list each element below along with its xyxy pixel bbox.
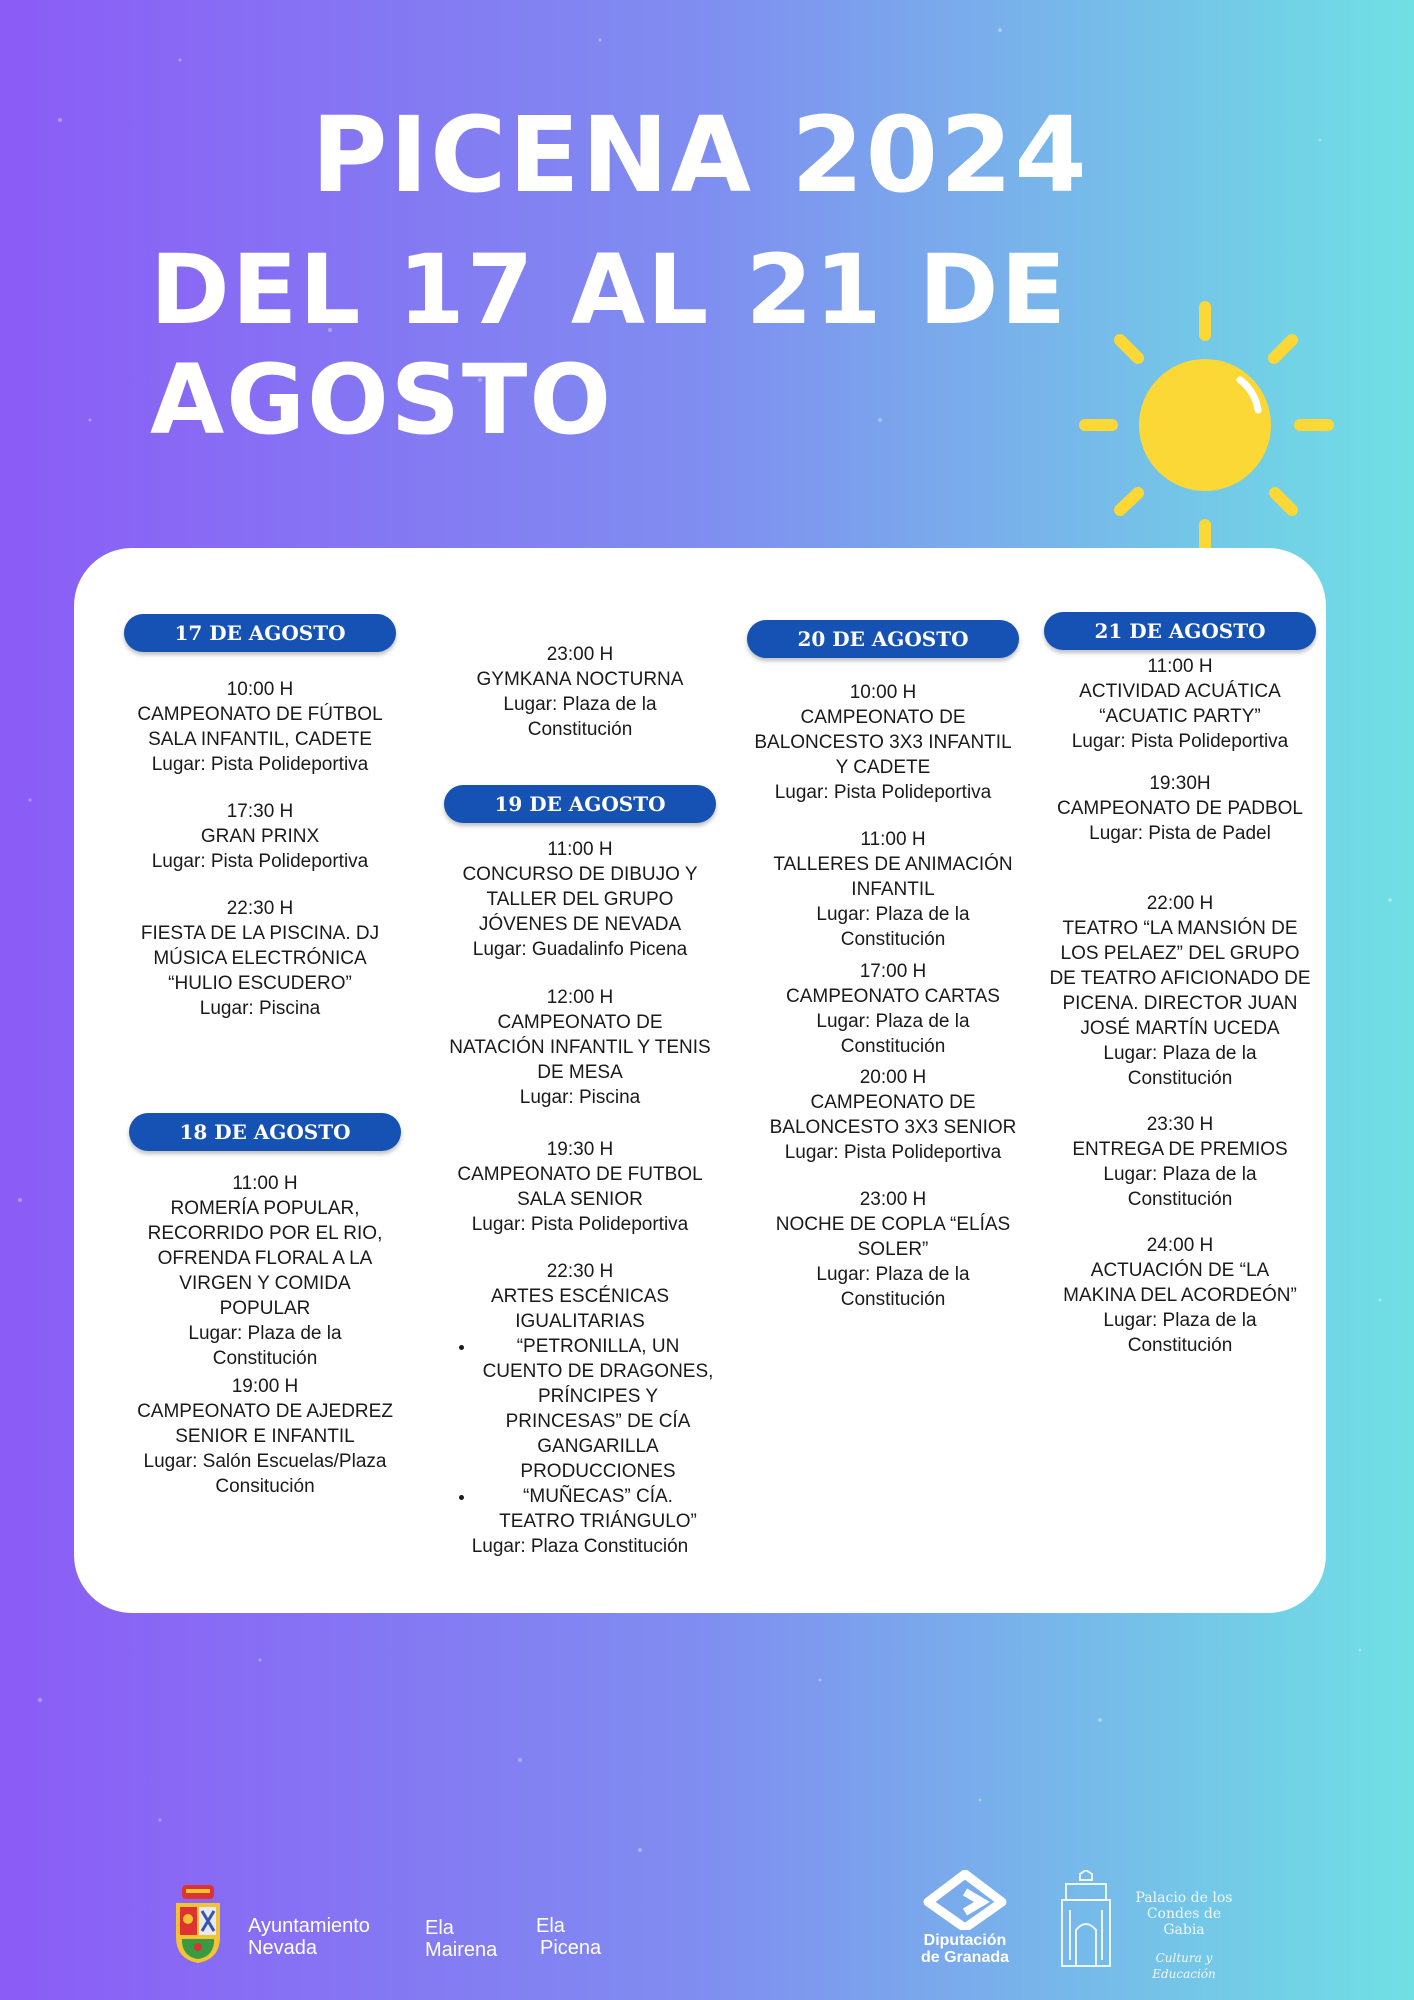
- event-title: POPULAR: [219, 1298, 311, 1319]
- day-header-20: 20 DE AGOSTO: [747, 620, 1019, 658]
- event-place: Lugar: Plaza de la: [816, 1264, 970, 1285]
- event-time: 11:00 H: [547, 839, 613, 860]
- page-title: PICENA 2024: [311, 94, 1089, 216]
- event-time: 20:00 H: [859, 1067, 927, 1088]
- event-title: SENIOR E INFANTIL: [175, 1426, 355, 1447]
- event-place: Lugar: Plaza de la: [503, 694, 657, 715]
- day-header-21: 21 DE AGOSTO: [1044, 612, 1316, 650]
- event-time: 19:30 H: [546, 1139, 614, 1160]
- event-place: Constitución: [1127, 1068, 1233, 1089]
- event-title: INFANTIL: [851, 879, 935, 900]
- event-title: NATACIÓN INFANTIL Y TENIS: [449, 1037, 711, 1058]
- event-title: ROMERÍA POPULAR,: [170, 1198, 360, 1219]
- event-title: ACTUACIÓN DE “LA: [1090, 1260, 1270, 1281]
- event-title: CAMPEONATO DE AJEDREZ: [137, 1401, 393, 1422]
- event-title: PICENA. DIRECTOR JUAN: [1062, 993, 1298, 1014]
- event-time: 11:00 H: [860, 829, 926, 850]
- event-place: Constitución: [212, 1348, 318, 1369]
- event-title: ARTES ESCÉNICAS: [490, 1286, 670, 1307]
- event-title: DE TEATRO AFICIONADO DE: [1049, 968, 1311, 989]
- event-title: BALONCESTO 3X3 SENIOR: [769, 1117, 1017, 1138]
- ela-picena-logo: Ela Picena: [536, 1915, 602, 1959]
- event-time: 22:30 H: [226, 898, 294, 919]
- event-place: Lugar: Pista Polideportiva: [471, 1214, 689, 1235]
- event-title: CAMPEONATO DE PADBOL: [1057, 798, 1303, 819]
- event-place: Lugar: Plaza de la: [816, 1011, 970, 1032]
- event-title: CAMPEONATO DE: [810, 1092, 976, 1113]
- event-title: CAMPEONATO DE FUTBOL: [457, 1164, 703, 1185]
- event-title: CAMPEONATO DE FÚTBOL: [137, 704, 383, 725]
- column-day-19: [440, 785, 720, 1559]
- event-time: 12:00 H: [546, 987, 614, 1008]
- event-time: 23:30 H: [1146, 1114, 1214, 1135]
- event-title: SOLER”: [857, 1239, 929, 1260]
- event-place: Lugar: Pista Polideportiva: [784, 1142, 1002, 1163]
- event-title: DE MESA: [537, 1062, 623, 1083]
- event-title: Y CADETE: [835, 757, 931, 778]
- event-place: Lugar: Plaza de la: [816, 904, 970, 925]
- event-time: 11:00 H: [1147, 656, 1213, 677]
- event-title: ACTIVIDAD ACUÁTICA: [1079, 681, 1281, 702]
- event-title: SALA INFANTIL, CADETE: [148, 729, 372, 750]
- sponsor-footer: [0, 1870, 1414, 1980]
- event-title: OFRENDA FLORAL A LA: [157, 1248, 373, 1269]
- event-time: 19:30H: [1149, 773, 1211, 794]
- event-title: ENTREGA DE PREMIOS: [1072, 1139, 1288, 1160]
- event-title: CAMPEONATO DE: [800, 707, 966, 728]
- event-place: Lugar: Piscina: [199, 998, 321, 1019]
- event-place: Lugar: Guadalinfo Picena: [472, 939, 688, 960]
- event-place: Lugar: Plaza de la: [1103, 1043, 1257, 1064]
- event-title: RECORRIDO POR EL RIO,: [147, 1223, 383, 1244]
- event-title: GYMKANA NOCTURNA: [476, 669, 684, 690]
- event-place: Lugar: Piscina: [519, 1087, 641, 1108]
- event-title: MAKINA DEL ACORDEÓN”: [1063, 1285, 1297, 1306]
- event-place: Lugar: Pista Polideportiva: [151, 851, 369, 872]
- event-place: Lugar: Plaza de la: [1103, 1310, 1257, 1331]
- event-title: “ACUATIC PARTY”: [1099, 706, 1261, 727]
- event-place: Lugar: Pista Polideportiva: [1071, 731, 1289, 752]
- column-day-18-cont: [440, 642, 720, 742]
- performance-list: [440, 1334, 720, 1534]
- event-place: Constitución: [840, 929, 946, 950]
- coat-of-arms-icon: [172, 1885, 224, 1965]
- event-title: FIESTA DE LA PISCINA. DJ: [140, 923, 380, 944]
- event-place: Constitución: [527, 719, 633, 740]
- sun-icon: [1070, 295, 1340, 565]
- event-title: JÓVENES DE NEVADA: [478, 914, 682, 935]
- event-place: Constitución: [1127, 1335, 1233, 1356]
- palacio-condes-gabia-logo: Palacio de los Condes de Gabia Cultura y Educación: [1135, 1890, 1233, 1981]
- event-time: 24:00 H: [1146, 1235, 1214, 1256]
- event-title: JOSÉ MARTÍN UCEDA: [1080, 1018, 1280, 1039]
- event-title: BALONCESTO 3X3 INFANTIL: [754, 732, 1012, 753]
- event-title: CONCURSO DE DIBUJO Y: [462, 864, 698, 885]
- event-place: Lugar: Salón Escuelas/Plaza: [143, 1451, 387, 1472]
- diputacion-granada-logo: Diputación de Granada: [920, 1932, 1010, 1966]
- event-place: Constitución: [1127, 1189, 1233, 1210]
- event-title: TEATRO “LA MANSIÓN DE: [1062, 918, 1298, 939]
- event-time: 22:00 H: [1146, 893, 1214, 914]
- event-title: TALLER DEL GRUPO: [486, 889, 674, 910]
- event-title: NOCHE DE COPLA “ELÍAS: [775, 1214, 1011, 1235]
- list-item: • “MUÑECAS” CÍA. TEATRO TRIÁNGULO”: [476, 1484, 720, 1534]
- date-range-subtitle: DEL 17 AL 21 DE AGOSTO: [150, 234, 1069, 456]
- event-title: LOS PELAEZ” DEL GRUPO: [1060, 943, 1300, 964]
- event-time: 10:00 H: [226, 679, 294, 700]
- ela-mairena-logo: Ela Mairena: [425, 1917, 498, 1961]
- event-title: IGUALITARIAS: [515, 1311, 645, 1332]
- event-title: CAMPEONATO DE: [497, 1012, 663, 1033]
- event-time: 22:30 H: [546, 1261, 614, 1282]
- event-title: “HULIO ESCUDERO”: [168, 973, 352, 994]
- event-place: Lugar: Pista Polideportiva: [774, 782, 992, 803]
- event-time: 17:00 H: [859, 961, 927, 982]
- event-time: 23:00 H: [546, 644, 614, 665]
- event-title: TALLERES DE ANIMACIÓN: [773, 854, 1013, 875]
- day-header-19: 19 DE AGOSTO: [444, 785, 716, 823]
- event-time: 23:00 H: [859, 1189, 927, 1210]
- event-time: 11:00 H: [232, 1173, 298, 1194]
- day-header-17: 17 DE AGOSTO: [124, 614, 396, 652]
- event-title: MÚSICA ELECTRÓNICA: [153, 948, 367, 969]
- day-header-18: 18 DE AGOSTO: [129, 1113, 401, 1151]
- column-day-20: [733, 620, 1033, 1312]
- event-time: 17:30 H: [226, 801, 294, 822]
- list-item: • “PETRONILLA, UN CUENTO DE DRAGONES, PRÍNCIPES Y PRINCESAS” DE CÍA GANGARILLA PRODUCCIONES: [476, 1334, 720, 1484]
- event-place: Lugar: Plaza Constitución: [471, 1536, 689, 1557]
- column-day-18: [125, 1113, 405, 1499]
- event-time: 19:00 H: [231, 1376, 299, 1397]
- column-day-21: [1030, 612, 1330, 1358]
- ayuntamiento-nevada-logo: Ayuntamiento Nevada: [248, 1915, 370, 1959]
- event-place: Lugar: Pista Polideportiva: [151, 754, 369, 775]
- event-place: Lugar: Plaza de la: [188, 1323, 342, 1344]
- event-place: Lugar: Plaza de la: [1103, 1164, 1257, 1185]
- event-time: 10:00 H: [849, 682, 917, 703]
- palacio-building-icon: [1058, 1870, 1114, 1970]
- diputacion-granada-icon: [920, 1870, 1010, 1930]
- event-title: GRAN PRINX: [200, 826, 320, 847]
- event-place: Lugar: Pista de Padel: [1089, 823, 1271, 844]
- event-place: Consitución: [215, 1476, 315, 1497]
- event-place: Constitución: [840, 1289, 946, 1310]
- event-title: SALA SENIOR: [517, 1189, 643, 1210]
- event-title: CAMPEONATO CARTAS: [786, 986, 1000, 1007]
- event-title: VIRGEN Y COMIDA: [179, 1273, 351, 1294]
- event-place: Constitución: [840, 1036, 946, 1057]
- column-day-17: [120, 614, 400, 1021]
